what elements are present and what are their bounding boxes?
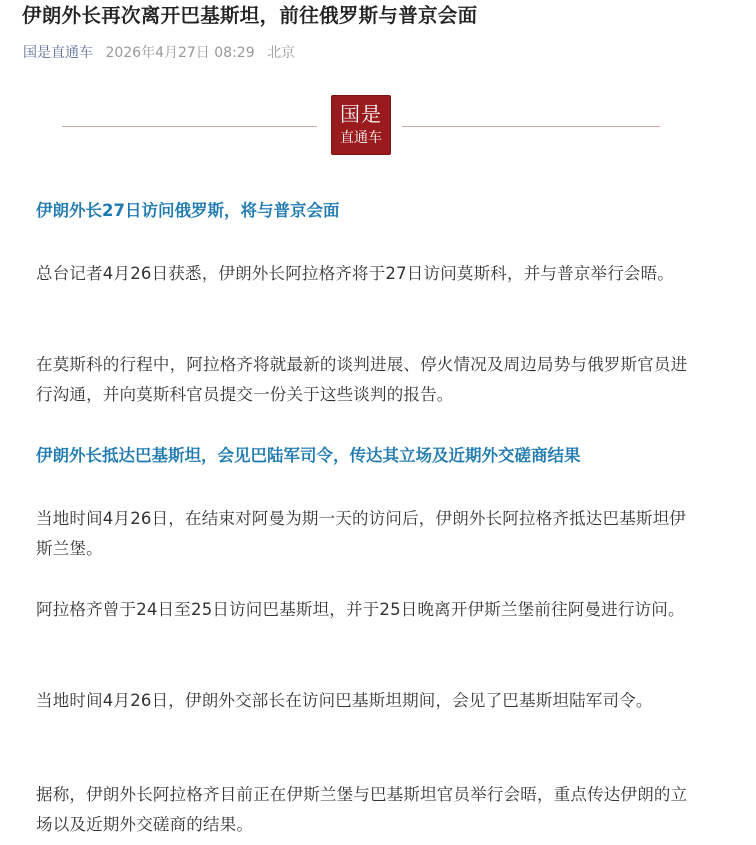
article-meta xyxy=(23,43,295,63)
publish-time: 2026年4月27日 08:29 xyxy=(105,45,255,61)
brand-logo-text-bottom: 直通车 xyxy=(340,130,382,146)
paragraph: 当地时间4月26日，伊朗外交部长在访问巴基斯坦期间，会见了巴基斯坦陆军司令。 xyxy=(36,691,653,710)
paragraph: 阿拉格齐曾于24日至25日访问巴基斯坦，并于25日晚离开伊斯兰堡前往阿曼进行访问。 xyxy=(36,600,685,619)
article-title: 伊朗外长再次离开巴基斯坦，前往俄罗斯与普京会面 xyxy=(22,4,478,27)
source-account-link[interactable]: 国是直通车 xyxy=(23,45,93,61)
divider-line-right xyxy=(402,126,660,127)
paragraph: 总台记者4月26日获悉，伊朗外长阿拉格齐将于27日访问莫斯科，并与普京举行会晤。 xyxy=(36,264,674,283)
section-heading: 伊朗外长抵达巴基斯坦，会见巴陆军司令，传达其立场及近期外交磋商结果 xyxy=(36,446,581,465)
divider-line-left xyxy=(62,126,317,127)
brand-logo xyxy=(331,95,391,155)
section-heading: 伊朗外长27日访问俄罗斯，将与普京会面 xyxy=(36,201,340,220)
paragraph: 当地时间4月26日，在结束对阿曼为期一天的访问后，伊朗外长阿拉格齐抵达巴基斯坦伊斯兰堡。 xyxy=(36,509,686,558)
publish-location: 北京 xyxy=(267,45,296,61)
paragraph: 在莫斯科的行程中，阿拉格齐将就最新的谈判进展、停火情况及周边局势与俄罗斯官员进行沟通，并向莫斯科官员提交一份关于这些谈判的报告。 xyxy=(36,355,688,404)
paragraph: 据称，伊朗外长阿拉格齐目前正在伊斯兰堡与巴基斯坦官员举行会晤，重点传达伊朗的立场以及近期外交磋商的结果。 xyxy=(36,785,688,834)
brand-logo-text-top: 国是 xyxy=(340,102,382,126)
